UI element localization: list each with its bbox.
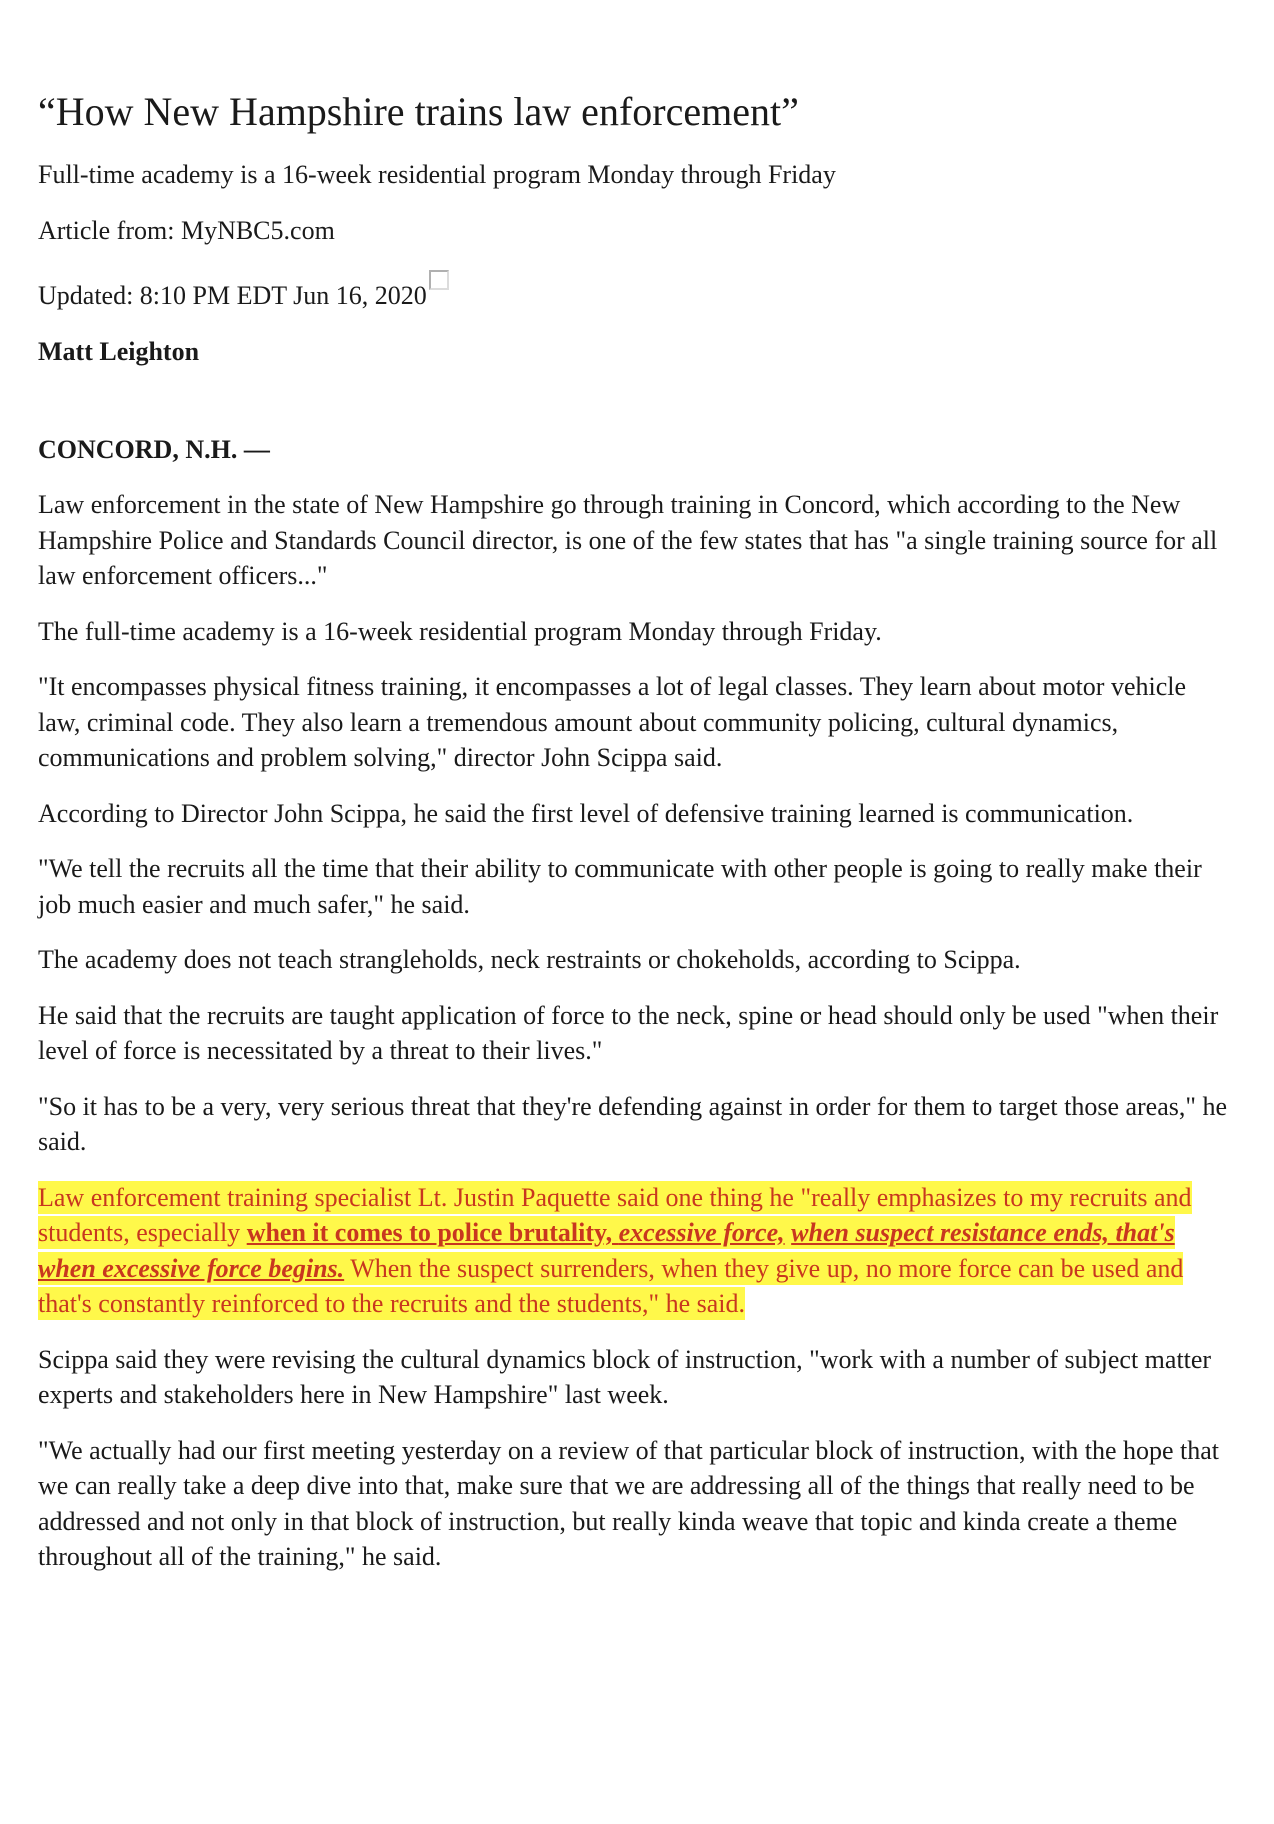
- body-paragraph-5: "We tell the recruits all the time that their ability to communicate with other people is going to really make their job much easier and much safer," he said.: [38, 854, 1202, 919]
- body-paragraph-3: "It encompasses physical fitness training, it encompasses a lot of legal classes. They learn about motor vehicle law, criminal code. They also learn a tremendous amount about community policing, cultural dynamics, communications and problem solving," director John Scippa said.: [38, 672, 1187, 772]
- body-paragraph-2: The full-time academy is a 16-week residential program Monday through Friday.: [38, 616, 882, 646]
- highlight-bold-1: when it comes to police brutality,: [246, 1218, 619, 1247]
- article-title: “How New Hampshire trains law enforcement”: [38, 89, 799, 134]
- article-dateline: CONCORD, N.H. —: [38, 435, 270, 464]
- body-paragraph-10: Scippa said they were revising the cultural dynamics block of instruction, "work with a number of subject matter experts and stakeholders here in New Hampshire" last week.: [38, 1344, 1212, 1409]
- highlight-text-2: When the suspect surrenders, when they give up, no more force can be used and that's constantly reinforced to the recruits and the students," he said.: [38, 1253, 1184, 1318]
- checkbox-icon: [429, 270, 449, 290]
- body-paragraph-7: He said that the recruits are taught application of force to the neck, spine or head should only be used "when their level of force is necessitated by a threat to their lives.": [38, 1000, 1219, 1065]
- highlight-bolditalic-1: excessive force,: [618, 1218, 785, 1247]
- highlighted-paragraph: [38, 1180, 1234, 1322]
- body-paragraph-11: "We actually had our first meeting yesterday on a review of that particular block of instruction, with the hope that we can really take a deep dive into that, make sure that we are addressing all of the things that really need to be addressed and not only in that block of instruction, but really kinda weave that topic and kinda create a theme throughout all of the training," he said.: [38, 1435, 1220, 1571]
- body-paragraph-6: The academy does not teach strangleholds, neck restraints or chokeholds, according to Scippa.: [38, 945, 1021, 974]
- article-author: Matt Leighton: [38, 337, 200, 366]
- body-paragraph-4: According to Director John Scippa, he said the first level of defensive training learned is communication.: [38, 798, 1134, 828]
- article-updated: [38, 270, 1234, 313]
- body-paragraph-1: Law enforcement in the state of New Hampshire go through training in Concord, which according to the New Hampshire Police and Standards Council director, is one of the few states that has "a single training source for all law enforcement officers...": [38, 490, 1218, 590]
- highlight-bolditalic-2: when suspect resistance ends, that's when excessive force begins.: [38, 1218, 1175, 1283]
- article-subtitle: Full-time academy is a 16-week residential program Monday through Friday: [38, 160, 836, 189]
- highlighted-quote: [38, 1181, 1192, 1321]
- article-source: Article from: MyNBC5.com: [38, 216, 335, 245]
- highlight-text-1: Law enforcement training specialist Lt. Justin Paquette said one thing he "really emphasizes to my recruits and students, especially: [38, 1182, 1192, 1247]
- body-paragraph-8: "So it has to be a very, very serious threat that they're defending against in order for them to target those areas," he said.: [38, 1091, 1228, 1156]
- updated-text: Updated: 8:10 PM EDT Jun 16, 2020: [38, 281, 427, 310]
